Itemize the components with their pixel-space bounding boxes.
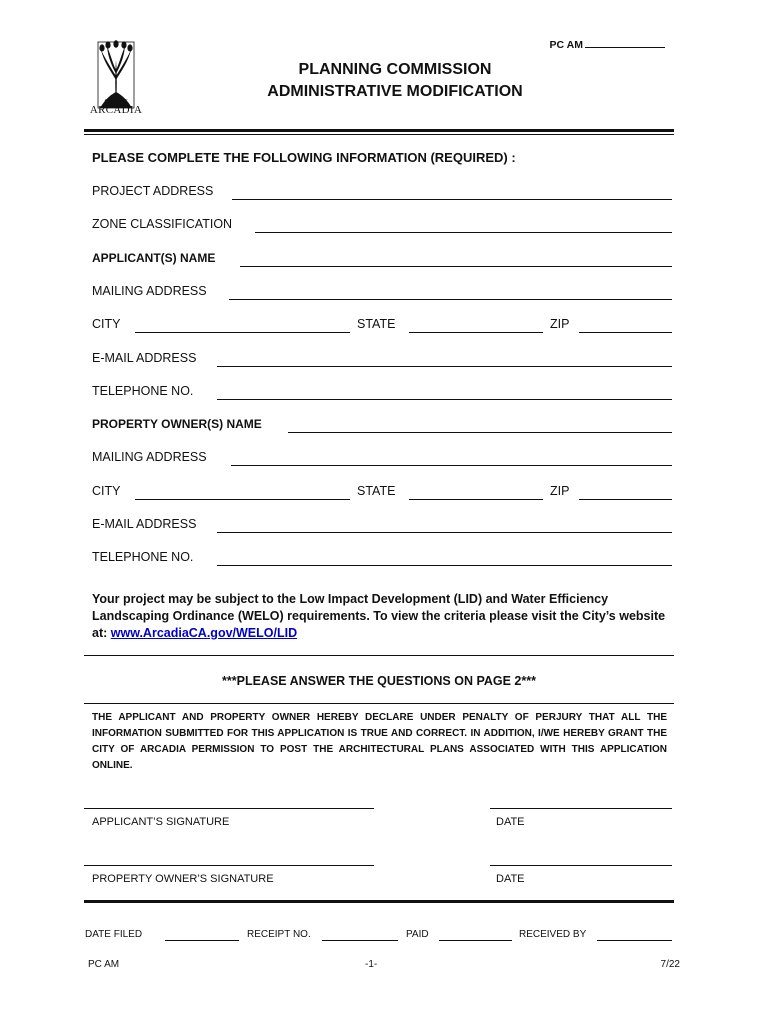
applicant-mailing-field[interactable]: [229, 299, 672, 300]
footer-form-code: PC AM: [88, 959, 120, 970]
received-by-label: RECEIVED BY: [519, 929, 587, 940]
section-heading: PLEASE COMPLETE THE FOLLOWING INFORMATION (REQUIRED) :: [92, 150, 516, 165]
owner-state-field[interactable]: [409, 499, 543, 500]
declaration-text: THE APPLICANT AND PROPERTY OWNER HEREBY DECLARE UNDER PENALTY OF PERJURY THAT ALL THE INFORMATION SUBMITTED FOR THIS APPLICATION IS TRUE AND CORRECT. IN ADDITION, I/WE HEREBY GRANT THE CITY OF ARCADIA PERMISSION TO POST THE ARCHITECTURAL PLANS ASSOCIATED WITH THIS APPLICATION ONLINE.: [92, 712, 667, 771]
applicant-zip-label: ZIP: [550, 317, 570, 331]
owner-email-label: E-MAIL ADDRESS: [92, 517, 197, 531]
applicant-state-field[interactable]: [409, 332, 543, 333]
owner-state-label: STATE: [357, 484, 396, 498]
owner-mailing-label: MAILING ADDRESS: [92, 450, 207, 464]
applicant-signature-label: APPLICANT’S SIGNATURE: [92, 816, 230, 828]
owner-zip-label: ZIP: [550, 484, 570, 498]
applicant-name-label: APPLICANT(S) NAME: [92, 251, 216, 265]
owner-name-field[interactable]: [288, 432, 672, 433]
notice-divider: [84, 655, 674, 656]
lid-notice-text: Your project may be subject to the Low Impact Development (LID) and Water Efficiency Landscaping Ordinance (WELO) requirements. To view the criteria please visit the City’s website at:: [92, 592, 666, 640]
applicant-date-field[interactable]: [490, 808, 672, 809]
welo-lid-link[interactable]: www.ArcadiaCA.gov/WELO/LID: [110, 626, 298, 640]
applicant-date-label: DATE: [496, 816, 525, 828]
owner-phone-label: TELEPHONE NO.: [92, 550, 194, 564]
pc-am-field[interactable]: [585, 38, 665, 48]
received-by-field[interactable]: [597, 940, 672, 941]
office-use-divider: [84, 900, 674, 903]
owner-signature-field[interactable]: [84, 865, 374, 866]
applicant-email-label: E-MAIL ADDRESS: [92, 351, 197, 365]
owner-phone-field[interactable]: [217, 565, 672, 566]
project-address-label: PROJECT ADDRESS: [92, 184, 214, 198]
receipt-no-field[interactable]: [322, 940, 398, 941]
owner-city-field[interactable]: [135, 499, 350, 500]
lid-notice: [92, 591, 677, 642]
logo-arcadia-text: ARCADIA: [89, 104, 143, 116]
header-divider: [84, 129, 674, 135]
applicant-state-label: STATE: [357, 317, 396, 331]
paid-field[interactable]: [439, 940, 512, 941]
owner-city-label: CITY: [92, 484, 121, 498]
applicant-phone-field[interactable]: [217, 399, 672, 400]
page-number: -1-: [365, 959, 378, 970]
owner-email-field[interactable]: [217, 532, 672, 533]
date-filed-label: DATE FILED: [85, 929, 143, 940]
receipt-no-label: RECEIPT NO.: [247, 929, 311, 940]
applicant-city-field[interactable]: [135, 332, 350, 333]
applicant-phone-label: TELEPHONE NO.: [92, 384, 194, 398]
logo-city-of: CITY OF: [104, 99, 128, 105]
owner-name-label: PROPERTY OWNER(S) NAME: [92, 417, 262, 431]
page-title-line1: PLANNING COMMISSION: [298, 61, 492, 78]
applicant-name-field[interactable]: [240, 266, 672, 267]
date-filed-field[interactable]: [165, 940, 239, 941]
applicant-email-field[interactable]: [217, 366, 672, 367]
page-title-line2: ADMINISTRATIVE MODIFICATION: [267, 83, 523, 100]
pc-am-number: PC AM: [550, 38, 665, 51]
page-2-questions-notice: ***PLEASE ANSWER THE QUESTIONS ON PAGE 2***: [222, 674, 536, 688]
owner-signature-label: PROPERTY OWNER’S SIGNATURE: [92, 873, 274, 885]
revision-date: 7/22: [660, 959, 680, 970]
applicant-zip-field[interactable]: [579, 332, 672, 333]
declaration-divider: [84, 703, 674, 704]
owner-zip-field[interactable]: [579, 499, 672, 500]
applicant-city-label: CITY: [92, 317, 121, 331]
zone-classification-field[interactable]: [255, 232, 672, 233]
applicant-signature-field[interactable]: [84, 808, 374, 809]
owner-date-field[interactable]: [490, 865, 672, 866]
owner-date-label: DATE: [496, 873, 525, 885]
project-address-field[interactable]: [232, 199, 672, 200]
owner-mailing-field[interactable]: [231, 465, 672, 466]
applicant-mailing-label: MAILING ADDRESS: [92, 284, 207, 298]
paid-label: PAID: [406, 929, 429, 940]
zone-classification-label: ZONE CLASSIFICATION: [92, 217, 233, 231]
